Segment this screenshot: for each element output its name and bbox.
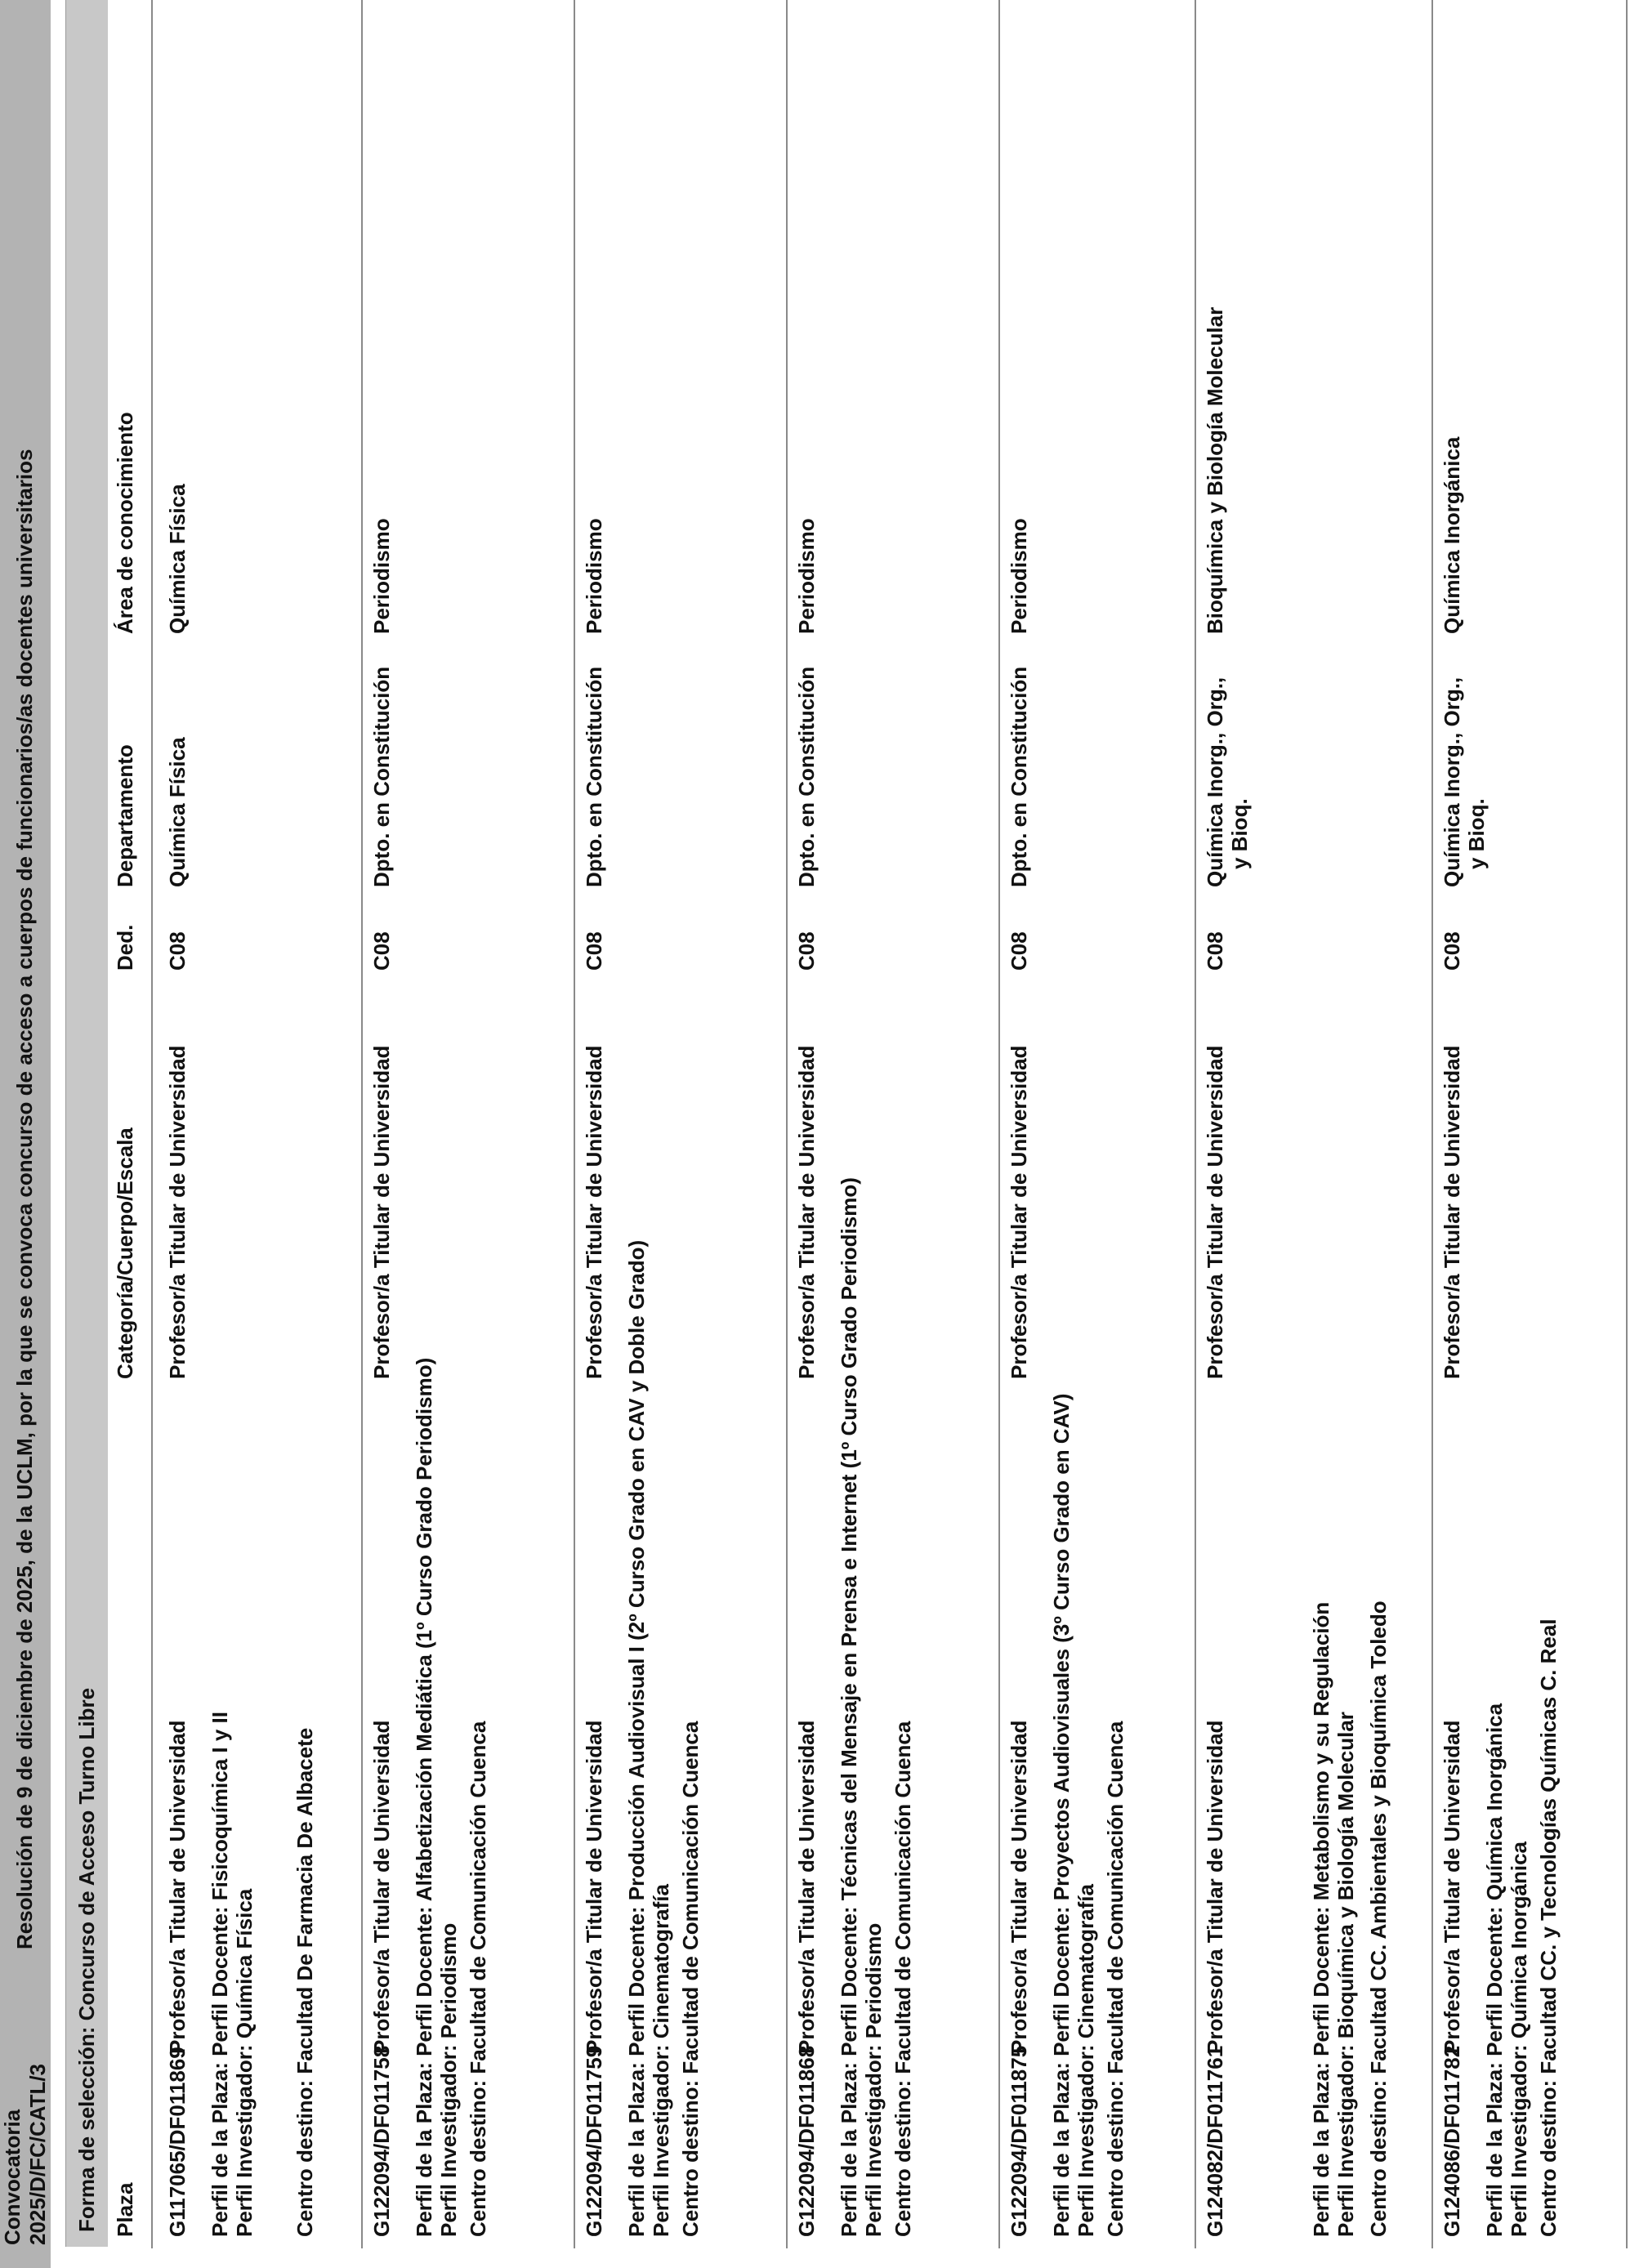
plaza-centro-destino: Centro destino: Facultad de Comunicación Cuenca (678, 1721, 703, 2237)
plaza-centro-destino: Centro destino: Facultad De Farmacia De Albacete (293, 1727, 317, 2237)
plaza-area: Periodismo (794, 518, 819, 634)
row-divider (361, 0, 363, 2248)
plaza-area: Periodismo (369, 518, 394, 634)
plaza-departamento: Química Física (165, 737, 190, 887)
plaza-cuerpo: Profesor/a Titular de Universidad (1007, 1720, 1031, 2054)
plaza-cuerpo: Profesor/a Titular de Universidad (582, 1720, 606, 2054)
row-divider (151, 0, 153, 2248)
plaza-categoria: Profesor/a Titular de Universidad (1440, 1045, 1464, 1379)
plaza-code: G122094/DF011759 (582, 2045, 606, 2237)
plaza-perfil: Perfil de la Plaza: Perfil Docente: Proyectos Audiovisuales (3º Curso Grado en CAV) (1049, 1393, 1074, 2237)
plaza-perfil: Perfil de la Plaza: Perfil Docente: Química Inorgánica (1482, 1703, 1507, 2237)
plaza-cuerpo: Profesor/a Titular de Universidad (165, 1720, 190, 2054)
column-header-departamento: Departamento (113, 744, 137, 887)
plaza-area: Química Inorgánica (1440, 436, 1464, 634)
plaza-departamento: Química Inorg., Org., (1440, 676, 1464, 887)
plaza-departamento: y Bioq. (1464, 798, 1489, 869)
plaza-area: Química Física (165, 484, 190, 634)
plaza-dedicacion: C08 (165, 931, 190, 971)
plaza-centro-destino: Centro destino: Facultad de Comunicación Cuenca (1103, 1721, 1128, 2237)
plaza-perfil: Perfil Investigador: Periodismo (436, 1922, 461, 2237)
plaza-cuerpo: Profesor/a Titular de Universidad (1440, 1720, 1464, 2054)
row-divider (1195, 0, 1196, 2248)
column-header-categoria: Categoría/Cuerpo/Escala (113, 1127, 137, 1379)
plaza-categoria: Profesor/a Titular de Universidad (794, 1045, 819, 1379)
plaza-departamento: Dpto. en Constitución (1007, 666, 1031, 887)
plaza-perfil: Perfil de la Plaza: Perfil Docente: Alfabetización Mediática (1º Curso Grado Periodismo) (412, 1357, 436, 2237)
plaza-dedicacion: C08 (1007, 931, 1031, 971)
plaza-perfil: Perfil Investigador: Periodismo (861, 1922, 886, 2237)
plaza-centro-destino: Centro destino: Facultad de Comunicación Cuenca (466, 1721, 490, 2237)
resolution-title: Resolución de 9 de diciembre de 2025, de la UCLM, por la que se convoca concurso de acceso a cuerpos de funcionarios/as docentes universitarios (12, 449, 38, 1949)
plaza-categoria: Profesor/a Titular de Universidad (165, 1045, 190, 1379)
selection-method: Forma de selección: Concurso de Acceso Turno Libre (74, 1687, 99, 2232)
selection-method-bar (65, 0, 108, 2247)
column-headers (113, 0, 145, 2268)
plaza-perfil: Perfil Investigador: Química Física (232, 1888, 257, 2237)
plaza-perfil: Perfil Investigador: Cinematografía (649, 1884, 673, 2237)
plaza-perfil: Perfil de la Plaza: Perfil Docente: Técnicas del Mensaje en Prensa e Internet (1º Curso Grado Periodismo) (837, 1177, 861, 2237)
column-header-area: Área de conocimiento (113, 412, 137, 634)
plaza-code: G117065/DF011869 (165, 2047, 190, 2237)
plaza-area: Bioquímica y Biología Molecular (1203, 306, 1227, 634)
plaza-perfil: Perfil Investigador: Química Inorgánica (1507, 1841, 1531, 2237)
row-divider (1626, 0, 1628, 2248)
plaza-perfil: Perfil Investigador: Bioquímica y Biología Molecular (1333, 1712, 1358, 2237)
column-header-plaza: Plaza (113, 2182, 137, 2237)
plaza-centro-destino: Centro destino: Facultad de Comunicación Cuenca (891, 1721, 915, 2237)
plaza-departamento: y Bioq. (1227, 798, 1252, 869)
plaza-departamento: Dpto. en Constitución (369, 666, 394, 887)
plaza-categoria: Profesor/a Titular de Universidad (1203, 1045, 1227, 1379)
plaza-dedicacion: C08 (582, 931, 606, 971)
row-divider (998, 0, 1000, 2248)
row-divider (786, 0, 788, 2248)
plaza-cuerpo: Profesor/a Titular de Universidad (1203, 1720, 1227, 2054)
plaza-cuerpo: Profesor/a Titular de Universidad (794, 1720, 819, 2054)
plaza-perfil: Perfil de la Plaza: Perfil Docente: Metabolismo y su Regulación (1309, 1601, 1333, 2237)
plaza-perfil: Perfil Investigador: Cinematografía (1074, 1884, 1098, 2237)
plaza-code: G124086/DF011782 (1440, 2045, 1464, 2237)
row-divider (574, 0, 575, 2248)
plaza-code: G122094/DF011758 (369, 2045, 394, 2237)
plaza-centro-destino: Centro destino: Facultad CC. y Tecnologías Químicas C. Real (1536, 1618, 1561, 2237)
header-bar (0, 0, 51, 2268)
plaza-dedicacion: C08 (794, 931, 819, 971)
plaza-dedicacion: C08 (1203, 931, 1227, 971)
plaza-code: G122094/DF011868 (794, 2045, 819, 2237)
plaza-dedicacion: C08 (369, 931, 394, 971)
plaza-cuerpo: Profesor/a Titular de Universidad (369, 1720, 394, 2054)
plaza-perfil: Perfil de la Plaza: Perfil Docente: Producción Audiovisual I (2º Curso Grado en CAV y Doble Grado) (624, 1239, 649, 2237)
plaza-centro-destino: Centro destino: Facultad CC. Ambientales y Bioquímica Toledo (1366, 1601, 1391, 2237)
plaza-code: G124082/DF011761 (1203, 2045, 1227, 2237)
convocatoria-code: Convocatoria 2025/D/FC/CATL/3 (0, 2063, 50, 2245)
plaza-categoria: Profesor/a Titular de Universidad (1007, 1045, 1031, 1379)
plaza-departamento: Química Inorg., Org., (1203, 676, 1227, 887)
plaza-departamento: Dpto. en Constitución (794, 666, 819, 887)
plaza-departamento: Dpto. en Constitución (582, 666, 606, 887)
plaza-dedicacion: C08 (1440, 931, 1464, 971)
plaza-perfil: Perfil de la Plaza: Perfil Docente: Fisicoquímica I y II (208, 1712, 232, 2237)
plaza-area: Periodismo (582, 518, 606, 634)
row-divider (1431, 0, 1433, 2248)
plaza-area: Periodismo (1007, 518, 1031, 634)
plaza-code: G122094/DF011875 (1007, 2045, 1031, 2237)
plaza-categoria: Profesor/a Titular de Universidad (369, 1045, 394, 1379)
column-header-ded: Ded. (113, 924, 137, 971)
plaza-categoria: Profesor/a Titular de Universidad (582, 1045, 606, 1379)
header-spacer (51, 0, 65, 2268)
